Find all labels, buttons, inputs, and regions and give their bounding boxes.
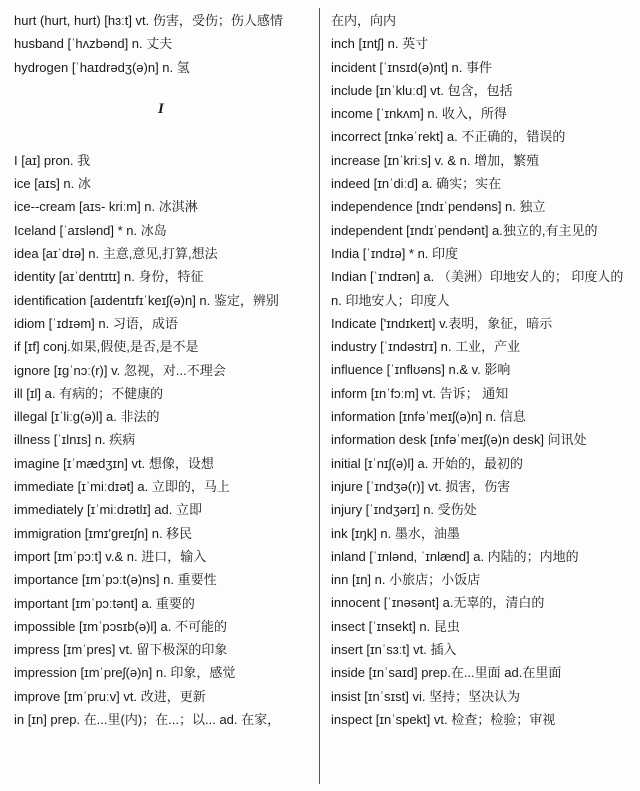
column-divider — [319, 8, 320, 784]
vocab-entry: inch [ɪntʃ] n. 英寸 — [331, 36, 429, 52]
vocab-entry: insist [ɪnˈsɪst] vi. 坚持；坚决认为 — [331, 688, 521, 704]
vocab-entry: important [ɪmˈpɔːtənt] a. 重要的 — [14, 595, 195, 611]
vocab-entry: ill [ɪl] a. 有病的；不健康的 — [14, 385, 164, 401]
vocab-entry: importance [ɪmˈpɔːt(ə)ns] n. 重要性 — [14, 572, 217, 588]
vocab-entry: I [aɪ] pron. 我 — [14, 152, 91, 168]
vocab-entry: illegal [ɪˈliːg(ə)l] a. 非法的 — [14, 409, 160, 425]
vocab-entry: influence [ˈɪnflʊəns] n.& v. 影响 — [331, 362, 511, 378]
vocab-entry: insect [ˈɪnsekt] n. 昆虫 — [331, 618, 460, 634]
vocab-entry: import [ɪmˈpɔːt] v.& n. 进口，输入 — [14, 548, 207, 564]
vocab-entry: ignore [ɪgˈnɔː(r)] v. 忽视，对...不理会 — [14, 362, 226, 378]
left-column — [14, 9, 314, 731]
vocab-entry: incident [ˈɪnsɪd(ə)nt] n. 事件 — [331, 59, 492, 75]
right-column — [331, 9, 631, 731]
vocab-entry: immediate [ɪˈmiːdɪət] a. 立即的，马上 — [14, 479, 230, 495]
vocab-entry: inside [ɪnˈsaɪd] prep.在...里面 ad.在里面 — [331, 665, 562, 681]
vocab-entry: 在内，向内 — [331, 13, 397, 28]
vocab-entry: Iceland [ˈaɪslənd] * n. 冰岛 — [14, 222, 167, 238]
vocab-entry: identity [aɪˈdentɪtɪ] n. 身份，特征 — [14, 269, 204, 285]
vocab-entry: industry [ˈɪndəstrɪ] n. 工业，产业 — [331, 339, 521, 355]
vocab-entry: Indian [ˈɪndɪən] a. （美洲）印地安人的； 印度人的 n. 印地安人；印度人 — [331, 269, 624, 308]
section-heading — [14, 79, 314, 149]
vocab-entry: hydrogen [ˈhaɪdrədʒ(ə)n] n. 氢 — [14, 59, 190, 75]
vocab-entry: injury [ˈɪndʒərɪ] n. 受伤处 — [331, 502, 477, 518]
vocab-entry: income [ˈɪnkʌm] n. 收入，所得 — [331, 106, 507, 122]
vocab-entry: include [ɪnˈkluːd] vt. 包含，包括 — [331, 82, 513, 98]
vocab-entry: ink [ɪŋk] n. 墨水，油墨 — [331, 525, 460, 541]
vocab-entry: impress [ɪmˈpres] vt. 留下极深的印象 — [14, 642, 228, 658]
vocab-entry: impression [ɪmˈpreʃ(ə)n] n. 印象，感觉 — [14, 665, 236, 681]
vocab-entry: immigration [ɪmɪ'greɪʃn] n. 移民 — [14, 525, 193, 541]
vocab-entry: information [ɪnfəˈmeɪʃ(ə)n] n. 信息 — [331, 409, 526, 425]
vocab-entry: idea [aɪˈdɪə] n. 主意,意见,打算,想法 — [14, 246, 218, 262]
vocab-entry: indeed [ɪnˈdiːd] a. 确实；实在 — [331, 176, 502, 192]
vocab-entry: initial [ɪˈnɪʃ(ə)l] a. 开始的，最初的 — [331, 455, 524, 471]
vocab-entry: independence [ɪndɪˈpendəns] n. 独立 — [331, 199, 546, 215]
vocab-entry: husband [ˈhʌzbənd] n. 丈夫 — [14, 36, 173, 52]
vocab-entry: ice [aɪs] n. 冰 — [14, 176, 91, 192]
vocab-entry: immediately [ɪˈmiːdɪətlɪ] ad. 立即 — [14, 502, 202, 518]
vocab-entry: increase [ɪnˈkriːs] v. & n. 增加，繁殖 — [331, 152, 540, 168]
vocab-entry: Indicate ['ɪndɪkeɪt] v.表明，象征，暗示 — [331, 315, 553, 331]
vocab-entry: insert [ɪnˈsɜːt] vt. 插入 — [331, 642, 457, 658]
vocab-entry: independent [ɪndɪˈpendənt] a.独立的,有主见的 — [331, 222, 598, 238]
vocab-entry: impossible [ɪmˈpɔsɪb(ə)l] a. 不可能的 — [14, 618, 227, 634]
vocab-entry: inform [ɪnˈfɔːm] vt. 告诉； 通知 — [331, 385, 509, 401]
vocab-entry: incorrect [ɪnkəˈrekt] a. 不正确的，错误的 — [331, 129, 566, 145]
vocab-entry: inn [ɪn] n. 小旅店；小饭店 — [331, 572, 481, 588]
vocab-entry: if [ɪf] conj.如果,假使,是否,是不是 — [14, 339, 199, 355]
vocab-entry: illness [ˈɪlnɪs] n. 疾病 — [14, 432, 136, 448]
vocab-entry: inspect [ɪnˈspekt] vt. 检查；检验；审视 — [331, 711, 556, 727]
vocab-entry: India [ˈɪndɪə] * n. 印度 — [331, 245, 459, 261]
vocab-entry: information desk [ɪnfəˈmeɪʃ(ə)n desk] 问讯处 — [331, 432, 587, 448]
vocab-entry: improve [ɪmˈpruːv] vt. 改进，更新 — [14, 688, 206, 704]
vocab-entry: in [ɪn] prep. 在...里(内)；在...；以... ad. 在家， — [14, 712, 281, 728]
vocab-entry: hurt (hurt, hurt) [hɜːt] vt. 伤害，受伤；伤人感情 — [14, 13, 283, 28]
vocab-entry: ice--cream [aɪs- kriːm] n. 冰淇淋 — [14, 199, 198, 215]
vocab-entry: imagine [ɪˈmædʒɪn] vt. 想像，设想 — [14, 455, 214, 471]
vocab-entry: injure [ˈɪndʒə(r)] vt. 损害，伤害 — [331, 478, 511, 494]
vocab-entry: innocent [ˈɪnəsənt] a.无辜的，清白的 — [331, 595, 545, 611]
vocab-entry: inland [ˈɪnlənd, ˈɪnlænd] a. 内陆的；内地的 — [331, 548, 579, 564]
vocab-entry: identification [aɪdentɪfɪˈkeɪʃ(ə)n] n. 鉴定，辨别 — [14, 292, 279, 308]
section-letter: I — [158, 100, 164, 117]
vocab-entry: idiom [ˈɪdɪəm] n. 习语，成语 — [14, 315, 178, 331]
